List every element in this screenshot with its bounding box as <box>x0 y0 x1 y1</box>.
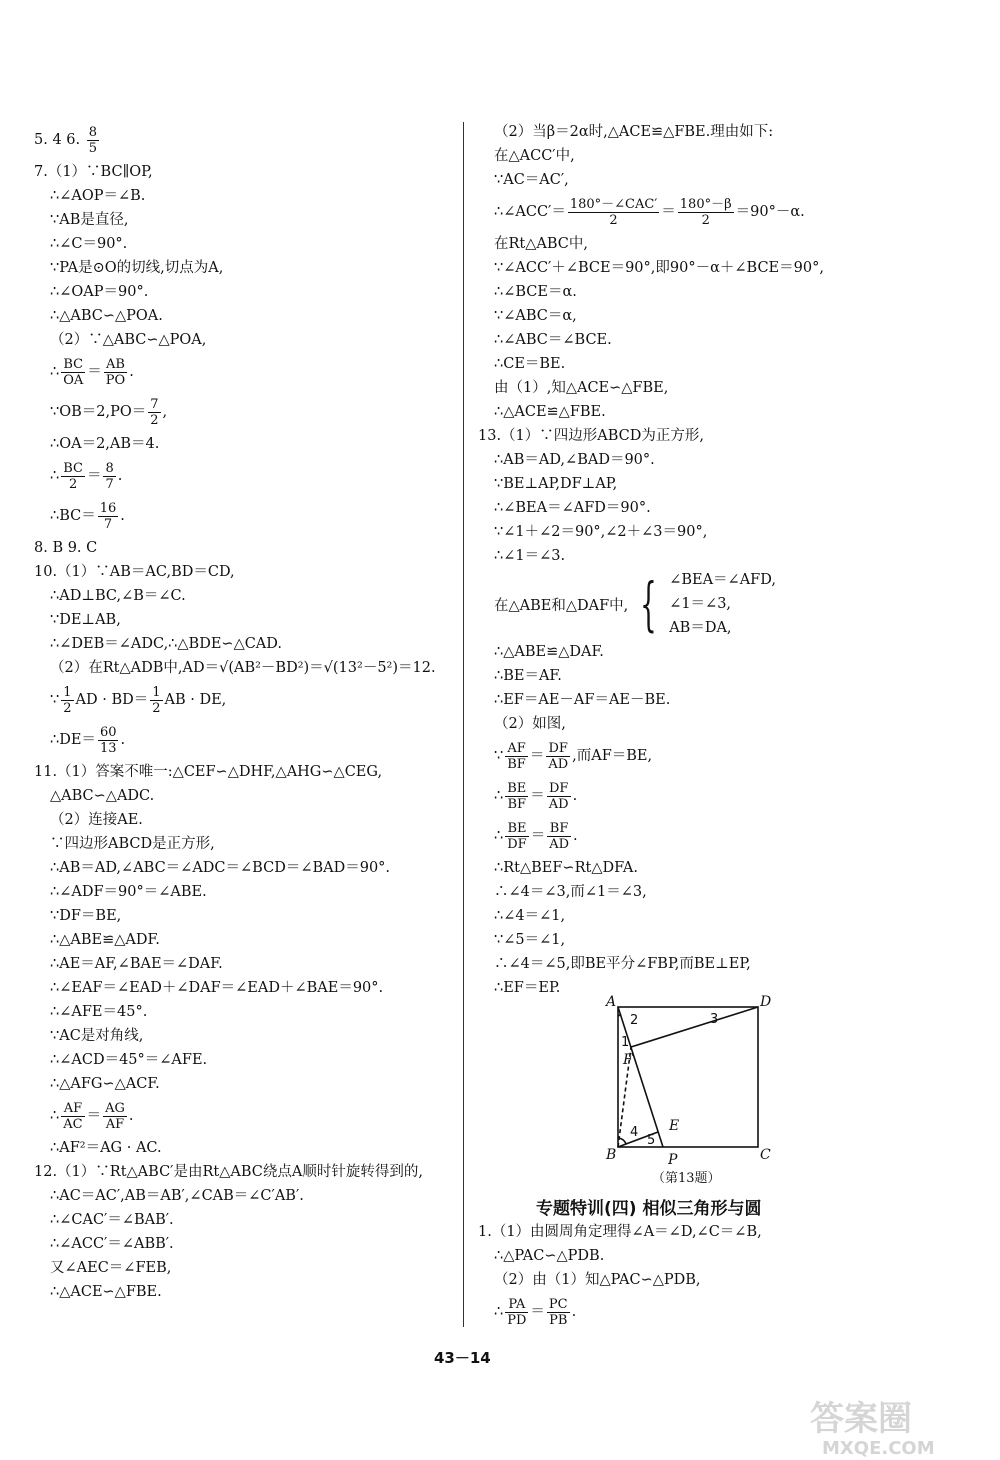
line-text: ∴△ACE∽△FBE. <box>50 1284 162 1300</box>
line-text: ∴△ABE≌△ADF. <box>50 932 160 948</box>
line-text: ∵PA是⊙O的切线,切点为A, <box>50 260 224 276</box>
geometry-figure-13 <box>596 992 786 1167</box>
line-text: ∵四边形ABCD是正方形, <box>50 836 215 852</box>
right-column <box>478 120 948 1000</box>
line-text: ∵∠5＝∠1, <box>494 932 566 948</box>
fraction-denominator: 7 <box>105 476 114 492</box>
formula-middle: ＝ <box>86 468 102 484</box>
text-line <box>34 208 454 232</box>
figure-caption: （第13题） <box>652 1171 721 1186</box>
left-brace: { <box>640 570 658 638</box>
text-line <box>34 656 454 680</box>
line-text: ∴AE＝AF,∠BAE＝∠DAF. <box>50 956 223 972</box>
fraction <box>61 357 85 388</box>
formula-middle: ＝ <box>530 788 545 804</box>
formula-prefix: ∵ <box>50 692 60 708</box>
line-text: ∴∠BEA＝∠AFD＝90°. <box>494 500 651 516</box>
text-line <box>478 1220 948 1244</box>
fraction <box>547 781 571 812</box>
formula-line <box>34 680 454 720</box>
text-line <box>34 584 454 608</box>
text-line <box>34 184 454 208</box>
brace-lines <box>669 568 776 640</box>
text-line <box>478 448 948 472</box>
fraction <box>61 1101 84 1132</box>
angle-label-2: 2 <box>630 1013 639 1028</box>
fraction <box>98 725 119 756</box>
fraction-numerator: AG <box>105 1100 125 1116</box>
fraction <box>546 741 570 772</box>
formula-suffix: . <box>128 1108 134 1124</box>
line-text: 12.（1）∵Rt△ABC′是由Rt△ABC绕点A顺时针旋转得到的, <box>34 1164 423 1180</box>
formula-suffix: . <box>129 364 134 380</box>
text-line <box>478 1244 948 1268</box>
label-p: P <box>668 1152 678 1167</box>
line-text: ∴∠EAF＝∠EAD＋∠DAF＝∠EAD＋∠BAE＝90°. <box>50 980 384 996</box>
text-line <box>478 352 948 376</box>
line-text: 13.（1）∵四边形ABCD为正方形, <box>478 428 705 444</box>
fraction-numerator: 180°－∠CAC′ <box>569 196 658 212</box>
text-line <box>34 536 454 560</box>
formula-suffix: . <box>120 508 125 524</box>
formula-line <box>34 1096 454 1136</box>
line-text: ∴∠DEB＝∠ADC,∴△BDE∽△CAD. <box>50 636 282 652</box>
watermark-sub: MXQE.COM <box>822 1438 935 1459</box>
fraction <box>547 1297 570 1328</box>
fraction-denominator: AD <box>548 756 569 772</box>
text-line <box>34 928 454 952</box>
line-text: ∴∠4＝∠3,而∠1＝∠3, <box>494 884 647 900</box>
line-text: ∵∠1＋∠2＝90°,∠2＋∠3＝90°, <box>494 524 708 540</box>
formula-prefix: ∴ <box>50 364 60 380</box>
text-line <box>34 256 454 280</box>
fraction-numerator: AF <box>505 741 528 757</box>
angle-label-4: 4 <box>630 1125 639 1140</box>
line-text: ∴Rt△BEF∽Rt△DFA. <box>494 860 638 876</box>
formula-suffix: . <box>571 1304 577 1320</box>
text-line <box>34 1208 454 1232</box>
formula-line <box>478 1292 948 1332</box>
text-line <box>478 120 948 144</box>
formula-line <box>478 192 948 232</box>
line-text: （2）如图, <box>494 716 566 732</box>
fraction-denominator: BF <box>507 756 526 772</box>
line-text: 11.（1）答案不唯一:△CEF∽△DHF,△AHG∽△CEG, <box>34 764 383 780</box>
fraction <box>678 197 734 228</box>
fraction <box>103 1101 127 1132</box>
formula-suffix: . <box>117 468 123 484</box>
section-content <box>478 1220 948 1332</box>
fraction <box>103 461 115 492</box>
fraction-denominator: 5 <box>88 140 98 156</box>
text-line <box>478 520 948 544</box>
text-line <box>34 432 454 456</box>
formula-prefix: ∵ <box>494 748 504 764</box>
formula-prefix: ∴ <box>50 1108 60 1124</box>
square-abcd <box>618 1007 758 1147</box>
fraction-numerator: 180°－β <box>679 196 732 212</box>
line-text: 5. 4 6. <box>34 132 85 148</box>
fraction-numerator: BE <box>505 821 528 837</box>
fraction-denominator: AF <box>105 1116 125 1132</box>
formula-suffix: AB · DE, <box>164 692 227 708</box>
fraction-numerator: 1 <box>63 684 72 700</box>
formula-prefix: ∴BC＝ <box>50 508 96 524</box>
formula-middle: ＝ <box>529 748 545 764</box>
text-line <box>34 560 454 584</box>
fraction-denominator: PB <box>549 1312 568 1328</box>
text-line <box>34 1232 454 1256</box>
formula-line <box>478 776 948 816</box>
fraction-denominator: PO <box>105 372 126 388</box>
text-line <box>34 1280 454 1304</box>
formula-prefix: ∴ <box>494 828 504 844</box>
fraction-numerator: 16 <box>99 500 117 516</box>
line-text: 由（1）,知△ACE∽△FBE, <box>494 380 669 396</box>
line-text: 8. B 9. C <box>34 540 98 556</box>
brace-line: AB＝DA, <box>669 620 732 636</box>
text-line <box>34 232 454 256</box>
fraction <box>148 397 160 428</box>
formula-line <box>34 496 454 536</box>
fraction-denominator: 2 <box>609 212 618 228</box>
line-text: ∴△ABE≌△DAF. <box>494 644 604 660</box>
text-line <box>34 1184 454 1208</box>
text-line <box>478 280 948 304</box>
text-line <box>34 1024 454 1048</box>
formula-middle: ＝ <box>86 1108 102 1124</box>
label-e: E <box>669 1118 680 1134</box>
text-line <box>478 424 948 448</box>
fraction-numerator: AF <box>61 1101 84 1117</box>
line-text: 在△ACC′中, <box>494 148 575 164</box>
watermark-logo <box>790 1390 980 1460</box>
text-line <box>34 976 454 1000</box>
line-text: ∴∠ACD＝45°＝∠AFE. <box>50 1052 208 1068</box>
label-d: D <box>760 994 772 1010</box>
line-text: ∵AB是直径, <box>50 212 129 228</box>
line-text: ∴∠AOP＝∠B. <box>50 188 146 204</box>
fraction <box>61 685 73 716</box>
formula-suffix: ,而AF＝BE, <box>572 748 653 764</box>
formula-line <box>478 816 948 856</box>
column-divider <box>463 122 464 1327</box>
fraction-denominator: OA <box>63 372 84 388</box>
text-line <box>34 1136 454 1160</box>
line-ap <box>618 1007 663 1147</box>
text-line <box>34 1072 454 1096</box>
line-text: ∴∠AFE＝45°. <box>50 1004 148 1020</box>
text-line <box>34 1048 454 1072</box>
line-text: ∴AB＝AD,∠BAD＝90°. <box>494 452 655 468</box>
line-text: ∵DF＝BE, <box>50 908 122 924</box>
fraction-denominator: 7 <box>103 516 113 532</box>
line-text: ∴∠BCE＝α. <box>494 284 577 300</box>
formula-middle: ＝ <box>530 1304 545 1320</box>
fraction-numerator: PA <box>505 1297 528 1313</box>
text-line <box>34 880 454 904</box>
fraction-numerator: AB <box>104 357 127 373</box>
fraction-numerator: 7 <box>150 396 159 412</box>
line-text: （2）在Rt△ADB中,AD＝√(AB²－BD²)＝√(13²－5²)＝12. <box>50 660 436 676</box>
formula-middle: AD · BD＝ <box>75 692 149 708</box>
text-line <box>34 904 454 928</box>
text-line <box>478 952 948 976</box>
line-text: ∵DE⊥AB, <box>50 612 121 628</box>
fraction-numerator: 8 <box>105 460 114 476</box>
line-text: ∴∠ACC′＝∠ABB′. <box>50 1236 174 1252</box>
fraction <box>505 821 528 852</box>
text-line <box>478 856 948 880</box>
fraction <box>505 741 528 772</box>
section-title: 专题特训(四) 相似三角形与圆 <box>536 1199 762 1219</box>
formula-middle: ＝ <box>661 204 676 220</box>
formula-prefix: ∴∠ACC′＝ <box>494 204 566 220</box>
text-line <box>478 640 948 664</box>
text-line <box>34 1160 454 1184</box>
text-line <box>478 688 948 712</box>
fraction-numerator: BF <box>547 821 571 837</box>
formula-suffix: . <box>120 732 126 748</box>
fraction-numerator: PC <box>548 1296 568 1312</box>
line-text: ∵BE⊥AP,DF⊥AP, <box>494 476 618 492</box>
text-line <box>478 904 948 928</box>
line-text: ∵AC是对角线, <box>50 1028 144 1044</box>
line-text: ∴△AFG∽△ACF. <box>50 1076 160 1092</box>
brace-line: ∠BEA＝∠AFD, <box>669 572 776 588</box>
line-text: ∴△ABC∽△POA. <box>50 308 163 324</box>
brace-line: ∠1＝∠3, <box>669 596 732 612</box>
formula-prefix: ∴ <box>494 1304 504 1320</box>
line-text: ∴∠OAP＝90°. <box>50 284 149 300</box>
line-text: ∴∠1＝∠3. <box>494 548 566 564</box>
formula-prefix: ∵OB＝2,PO＝ <box>50 404 147 420</box>
brace-prefix: 在△ABE和△DAF中, <box>494 597 629 614</box>
text-line <box>34 160 454 184</box>
line-text: ∴∠4＝∠5,即BE平分∠FBP,而BE⊥EP, <box>494 956 751 972</box>
text-line <box>34 632 454 656</box>
text-line <box>34 280 454 304</box>
formula-suffix: ＝90°－α. <box>735 204 805 220</box>
fraction-denominator: DF <box>507 836 527 852</box>
formula-line <box>34 392 454 432</box>
text-line <box>34 952 454 976</box>
text-line <box>34 760 454 784</box>
formula-suffix: . <box>573 828 578 844</box>
formula-line <box>34 720 454 760</box>
formula-prefix: ∴DE＝ <box>50 732 96 748</box>
formula-middle: ＝ <box>530 828 546 844</box>
label-f: F <box>623 1052 633 1068</box>
text-line <box>478 496 948 520</box>
formula-suffix: , <box>162 404 168 420</box>
text-line <box>478 168 948 192</box>
fraction-denominator: AC <box>63 1116 83 1132</box>
fraction-numerator: DF <box>546 741 570 757</box>
fraction-denominator: 2 <box>68 476 78 492</box>
line-text: ∴EF＝AE－AF＝AE－BE. <box>494 692 671 708</box>
text-line <box>478 1268 948 1292</box>
line-text: ∴∠4＝∠1, <box>494 908 566 924</box>
fraction <box>568 197 659 228</box>
text-line <box>34 808 454 832</box>
text-line <box>478 664 948 688</box>
fraction-denominator: 2 <box>150 412 159 428</box>
formula-line <box>478 736 948 776</box>
angle-label-1: 1 <box>621 1035 630 1050</box>
line-text: ∴CE＝BE. <box>494 356 566 372</box>
line-text: 又∠AEC＝∠FEB, <box>50 1260 172 1276</box>
label-c: C <box>760 1147 771 1163</box>
fraction <box>505 781 528 812</box>
fraction-denominator: AD <box>548 796 569 812</box>
line-text: ∴∠C＝90°. <box>50 236 128 252</box>
text-line <box>478 328 948 352</box>
line-text: （2）由（1）知△PAC∽△PDB, <box>494 1272 701 1288</box>
text-line <box>478 472 948 496</box>
text-line <box>478 232 948 256</box>
fraction <box>98 501 119 532</box>
line-text: 在Rt△ABC中, <box>494 236 588 252</box>
text-line <box>478 880 948 904</box>
fraction-denominator: BF <box>507 796 527 812</box>
fraction-denominator: 2 <box>701 212 710 228</box>
fraction <box>547 821 571 852</box>
label-b: B <box>606 1147 617 1163</box>
line-text: △ABC∽△ADC. <box>50 788 155 804</box>
line-text: ∵∠ACC′＋∠BCE＝90°,即90°－α＋∠BCE＝90°, <box>494 260 824 276</box>
page-number: 43－14 <box>434 1349 491 1367</box>
line-text: ∴AF²＝AG · AC. <box>50 1140 162 1156</box>
line-text: ∴△PAC∽△PDB. <box>494 1248 605 1264</box>
line-df <box>631 1007 758 1047</box>
fraction-numerator: BC <box>61 357 85 373</box>
fraction <box>505 1297 528 1328</box>
text-line <box>34 120 454 160</box>
line-text: ∵∠ABC＝α, <box>494 308 577 324</box>
text-line <box>478 712 948 736</box>
line-text: ∴AB＝AD,∠ABC＝∠ADC＝∠BCD＝∠BAD＝90°. <box>50 860 391 876</box>
formula-prefix: ∴ <box>50 468 60 484</box>
line-text: ∴OA＝2,AB＝4. <box>50 436 160 452</box>
label-a: A <box>606 994 617 1010</box>
line-text: ∴BE＝AF. <box>494 668 562 684</box>
fraction-numerator: 8 <box>88 124 98 140</box>
line-text: 7.（1）∵BC∥OP, <box>34 164 153 180</box>
line-text: ∴AD⊥BC,∠B＝∠C. <box>50 588 186 604</box>
angle-label-5: 5 <box>647 1133 656 1148</box>
text-line <box>34 304 454 328</box>
fraction-numerator: 60 <box>99 724 117 740</box>
text-line <box>478 144 948 168</box>
text-line <box>34 328 454 352</box>
text-line <box>34 608 454 632</box>
text-line <box>478 256 948 280</box>
brace-system <box>478 568 948 640</box>
fraction <box>104 357 127 388</box>
formula-line <box>34 352 454 392</box>
formula-suffix: . <box>572 788 578 804</box>
line-text: ∵AC＝AC′, <box>494 172 569 188</box>
fraction-denominator: PD <box>507 1312 527 1328</box>
angle-arc-b <box>618 1138 626 1144</box>
text-line <box>34 1256 454 1280</box>
formula-middle: ＝ <box>87 364 102 380</box>
line-text: ∴∠CAC′＝∠BAB′. <box>50 1212 174 1228</box>
line-text: 1.（1）由圆周角定理得∠A＝∠D,∠C＝∠B, <box>478 1224 762 1240</box>
line-text: ∴AC＝AC′,AB＝AB′,∠CAB＝∠C′AB′. <box>50 1188 304 1204</box>
line-text: （2）∵△ABC∽△POA, <box>50 332 207 348</box>
left-column <box>34 120 454 1304</box>
text-line <box>34 784 454 808</box>
fraction-denominator: 13 <box>99 740 117 756</box>
line-text: （2）连接AE. <box>50 812 143 828</box>
angle-label-3: 3 <box>710 1012 719 1027</box>
text-line <box>478 928 948 952</box>
line-text: ∴∠ABC＝∠BCE. <box>494 332 612 348</box>
text-line <box>478 376 948 400</box>
line-text: ∴∠ADF＝90°＝∠ABE. <box>50 884 207 900</box>
text-line <box>34 1000 454 1024</box>
formula-line <box>34 456 454 496</box>
formula-prefix: ∴ <box>494 788 504 804</box>
line-text: ∴EF＝EP. <box>494 980 561 996</box>
line-text: 10.（1）∵AB＝AC,BD＝CD, <box>34 564 235 580</box>
fraction <box>87 125 99 156</box>
fraction-denominator: 2 <box>63 700 72 716</box>
text-line <box>478 544 948 568</box>
text-line <box>478 400 948 424</box>
text-line <box>478 304 948 328</box>
fraction-numerator: BC <box>63 460 83 476</box>
fraction-numerator: 1 <box>152 684 161 700</box>
line-text: ∴△ACE≌△FBE. <box>494 404 606 420</box>
fraction <box>61 461 85 492</box>
fraction-numerator: DF <box>547 781 571 797</box>
text-line <box>34 856 454 880</box>
watermark-text: 答案圈 <box>810 1399 912 1439</box>
fraction <box>150 685 162 716</box>
line-text: （2）当β＝2α时,△ACE≌△FBE.理由如下: <box>494 124 774 140</box>
fraction-denominator: AD <box>549 836 569 852</box>
fraction-numerator: BE <box>507 780 527 796</box>
fraction-denominator: 2 <box>152 700 161 716</box>
text-line <box>34 832 454 856</box>
